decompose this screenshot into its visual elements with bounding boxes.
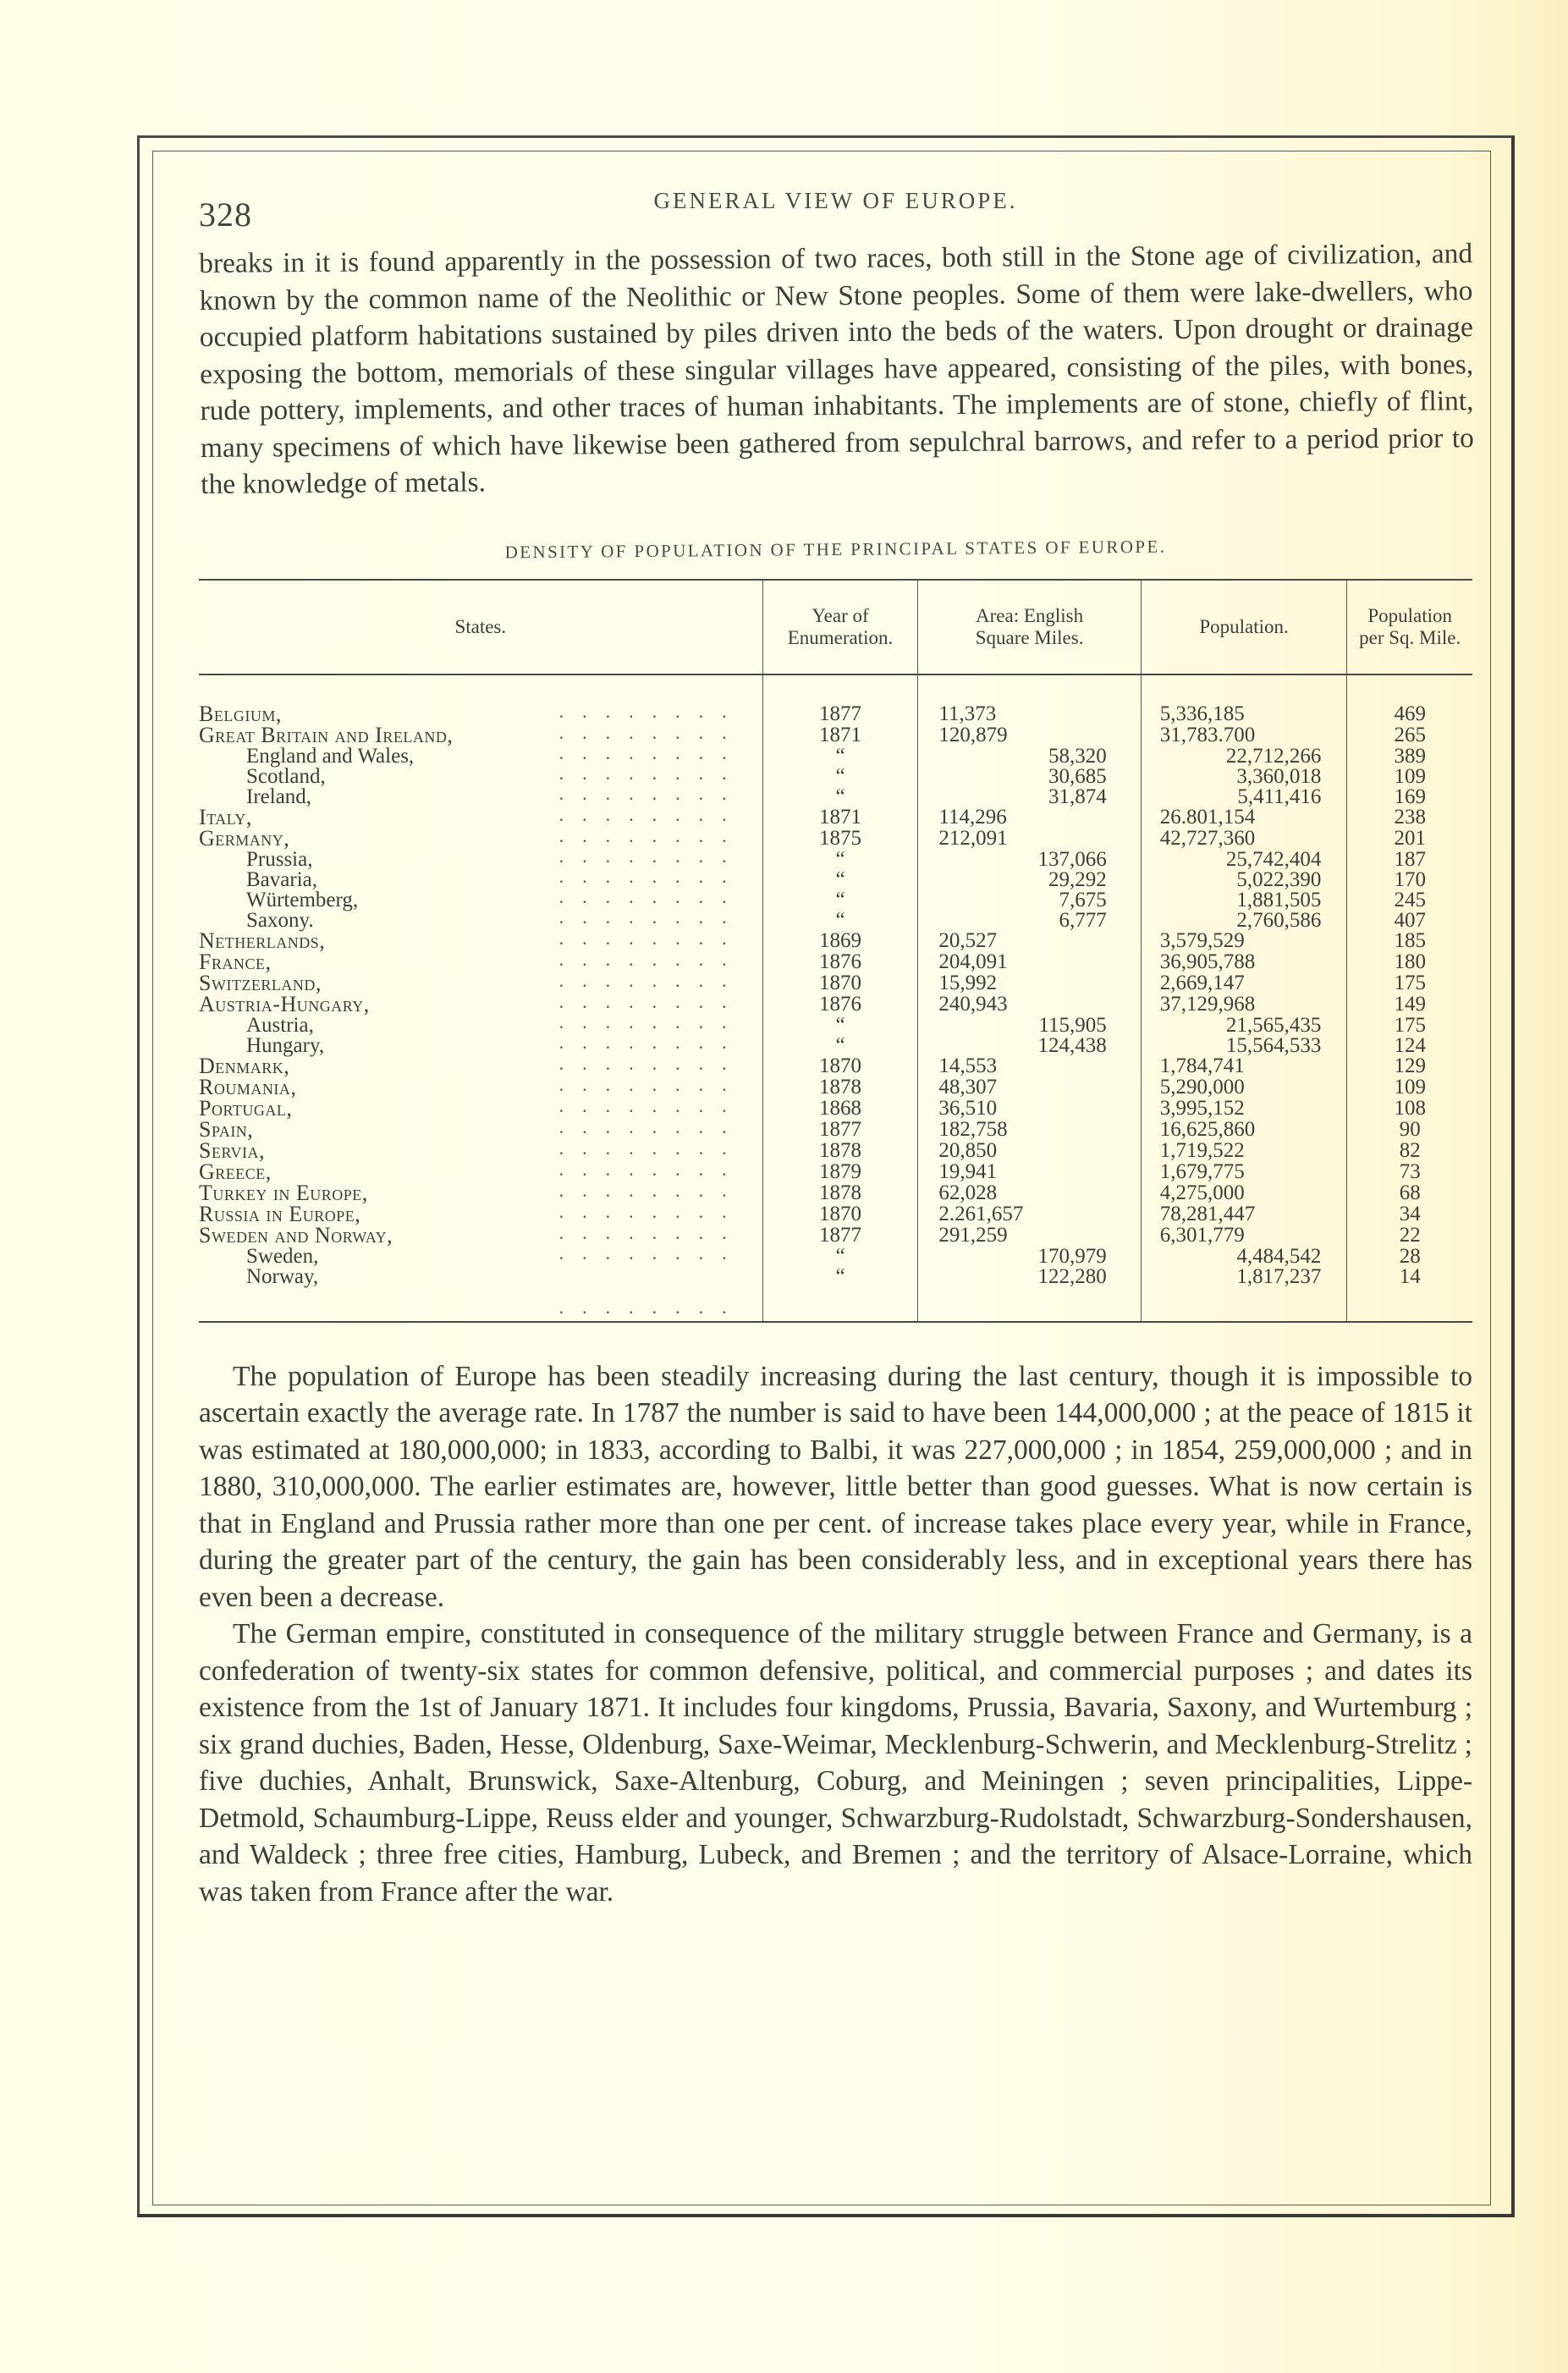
table-row: [199, 890, 1472, 911]
table-body: [199, 674, 1472, 1322]
column-header-states: States.: [199, 580, 762, 674]
year-cell: 1871: [762, 725, 918, 746]
area-cell: 137,066: [918, 850, 1141, 870]
column-header-density: Population per Sq. Mile.: [1347, 580, 1472, 674]
year-cell: “: [762, 746, 918, 767]
year-cell: 1876: [762, 952, 918, 973]
area-cell: 182,758: [918, 1120, 1141, 1141]
area-cell: 124,438: [918, 1036, 1141, 1056]
year-cell: 1879: [762, 1162, 918, 1183]
density-cell: 22: [1347, 1225, 1472, 1247]
state-name: Netherlands,: [199, 928, 326, 953]
state-name: Russia in Europe,: [199, 1201, 361, 1226]
density-table: [199, 579, 1472, 1323]
intro-paragraph: breaks in it is found apparently in the possession of two races, both still in the Stone age of civilization, and known by the common name of the Neolithic or New Stone peoples. Some of them were lake-dwellers, who occupied platform habitations sustained by piles driven into the beds of the waters. Upon drought or drainage exposing the bottom, memorials of these singular villages have appeared, consisting of the piles, with bones, rude pottery, implements, and other traces of human inhabitants. The implements are of stone, chiefly of flint, many specimens of which have likewise been gathered from sepulchral barrows, and refer to a period prior to the knowledge of metals.: [199, 238, 1474, 500]
dot-leaders: ........: [558, 741, 745, 763]
density-cell: 201: [1347, 829, 1472, 850]
population-cell: 6,301,779: [1141, 1225, 1347, 1247]
population-cell: 25,742,404: [1141, 850, 1347, 870]
column-header-year: Year of Enumeration.: [762, 580, 918, 674]
area-cell: 204,091: [918, 952, 1141, 973]
table-row: [199, 1120, 1472, 1141]
state-name: England and Wales,: [246, 744, 415, 768]
state-name: Switzerland,: [199, 970, 322, 995]
table-header-row: [199, 580, 1472, 674]
state-name: Spain,: [199, 1116, 254, 1142]
area-cell: 240,943: [918, 994, 1141, 1016]
table-row: [199, 870, 1472, 890]
dot-leaders: ........: [558, 1094, 745, 1116]
state-name: Italy,: [199, 804, 252, 829]
table-row: [199, 1267, 1472, 1322]
population-cell: 2,760,586: [1141, 911, 1347, 931]
dot-leaders: ........: [558, 1115, 745, 1137]
year-cell: 1878: [762, 1077, 918, 1098]
dot-leaders: ........: [558, 990, 745, 1012]
population-cell: 78,281,447: [1141, 1204, 1347, 1225]
state-name: Portugal,: [199, 1095, 293, 1120]
state-name: Würtemberg,: [246, 888, 359, 911]
population-cell: 3,360,018: [1141, 767, 1347, 787]
dot-leaders: ........: [558, 906, 745, 928]
table-row: [199, 787, 1472, 807]
year-cell: 1870: [762, 1056, 918, 1077]
year-cell: 1876: [762, 994, 918, 1016]
table-row: [199, 850, 1472, 870]
table-row: [199, 725, 1472, 746]
german-empire-paragraph: The German empire, constituted in consequence of the military struggle between France and Germany, is a confederation of twenty-six states for common defensive, political, and commercial purposes ; and dates its existence from the 1st of January 1871. It includes four kingdoms, Prussia, Bavaria, Saxony, and Wurtemburg ; six grand duchies, Baden, Hesse, Oldenburg, Saxe-Weimar, Mecklenburg-Schwerin, and Mecklenburg-Strelitz ; five duchies, Anhalt, Brunswick, Saxe-Altenburg, Coburg, and Meiningen ; seven principalities, Lippe-Detmold, Schaumburg-Lippe, Reuss elder and younger, Schwarzburg-Rudolstadt, Schwarzburg-Sondershausen, and Waldeck ; three free cities, Hamburg, Lubeck, and Bremen ; and the territory of Alsace-Lorraine, which was taken from France after the war.: [199, 1618, 1472, 1908]
state-name: Greece,: [199, 1159, 272, 1184]
population-cell: 1,881,505: [1141, 890, 1347, 911]
running-title: GENERAL VIEW OF EUROPE.: [653, 188, 1018, 213]
table-row: [199, 1225, 1472, 1247]
table-row: [199, 952, 1472, 973]
density-cell: 180: [1347, 952, 1472, 973]
population-cell: 16,625,860: [1141, 1120, 1347, 1141]
area-cell: 20,850: [918, 1141, 1141, 1162]
area-cell: 212,091: [918, 829, 1141, 850]
table-title: DENSITY OF POPULATION OF THE PRINCIPAL STATES OF EUROPE.: [504, 536, 1167, 562]
dot-leaders: ........: [558, 1296, 745, 1318]
state-name: Roumania,: [199, 1074, 297, 1099]
density-cell: 389: [1347, 746, 1472, 767]
state-name: Prussia,: [246, 847, 313, 871]
dot-leaders: ........: [558, 927, 745, 949]
population-cell: 2,669,147: [1141, 973, 1347, 994]
density-cell: 14: [1347, 1267, 1472, 1322]
population-cell: 5,022,390: [1141, 870, 1347, 890]
table-row: [199, 1162, 1472, 1183]
state-name: Germany,: [199, 825, 290, 851]
area-cell: 30,685: [918, 767, 1141, 787]
population-cell: 1,719,522: [1141, 1141, 1347, 1162]
dot-leaders: ........: [558, 803, 745, 825]
population-cell: 3,995,152: [1141, 1098, 1347, 1120]
dot-leaders: ........: [558, 845, 745, 867]
density-cell: 90: [1347, 1120, 1472, 1141]
area-cell: 6,777: [918, 911, 1141, 931]
population-cell: 15,564,533: [1141, 1036, 1347, 1056]
state-name: Belgium,: [199, 701, 282, 726]
area-cell: 291,259: [918, 1225, 1141, 1247]
state-name: Austria,: [246, 1013, 314, 1037]
population-cell: 4,484,542: [1141, 1247, 1347, 1267]
area-cell: 120,879: [918, 725, 1141, 746]
state-name: Saxony.: [246, 908, 314, 932]
state-name: Scotland,: [246, 764, 326, 788]
table-row: [199, 1204, 1472, 1225]
population-cell: 3,579,529: [1141, 931, 1347, 952]
year-cell: “: [762, 787, 918, 807]
population-cell: 1,784,741: [1141, 1056, 1347, 1077]
year-cell: “: [762, 850, 918, 870]
table-row: [199, 994, 1472, 1016]
state-name: Norway,: [246, 1264, 319, 1288]
population-cell: 42,727,360: [1141, 829, 1347, 850]
density-cell: 109: [1347, 1077, 1472, 1098]
area-cell: 7,675: [918, 890, 1141, 911]
population-cell: 37,129,968: [1141, 994, 1347, 1016]
density-cell: 28: [1347, 1247, 1472, 1267]
table-row: [199, 1077, 1472, 1098]
table-row: [199, 911, 1472, 931]
state-name: Great Britain and Ireland,: [199, 722, 454, 747]
density-cell: 73: [1347, 1162, 1472, 1183]
density-cell: 82: [1347, 1141, 1472, 1162]
dot-leaders: ........: [558, 948, 745, 970]
dot-leaders: ........: [558, 1052, 745, 1074]
population-cell: 4,275,000: [1141, 1183, 1347, 1204]
population-cell: 22,712,266: [1141, 746, 1347, 767]
dot-leaders: ........: [558, 782, 745, 804]
year-cell: 1878: [762, 1141, 918, 1162]
year-cell: 1877: [762, 674, 918, 725]
year-cell: 1870: [762, 973, 918, 994]
page-number: 328: [199, 195, 252, 234]
dot-leaders: ........: [558, 1200, 745, 1222]
year-cell: “: [762, 890, 918, 911]
area-cell: 29,292: [918, 870, 1141, 890]
table-row: [199, 1098, 1472, 1120]
state-name: Sweden and Norway,: [199, 1222, 393, 1247]
state-name: Sweden,: [246, 1244, 319, 1268]
density-cell: 170: [1347, 870, 1472, 890]
year-cell: 1871: [762, 807, 918, 829]
density-cell: 149: [1347, 994, 1472, 1016]
year-cell: “: [762, 1016, 918, 1036]
dot-leaders: ........: [558, 1221, 745, 1243]
density-cell: 238: [1347, 807, 1472, 829]
area-cell: 115,905: [918, 1016, 1141, 1036]
area-cell: 122,280: [918, 1267, 1141, 1322]
dot-leaders: ........: [558, 721, 745, 743]
dot-leaders: ........: [558, 865, 745, 887]
area-cell: 36,510: [918, 1098, 1141, 1120]
density-cell: 469: [1347, 674, 1472, 725]
dot-leaders: ........: [558, 700, 745, 722]
table-row: [199, 746, 1472, 767]
area-cell: 14,553: [918, 1056, 1141, 1077]
area-cell: 62,028: [918, 1183, 1141, 1204]
dot-leaders: ........: [558, 762, 745, 784]
table-row: [199, 973, 1472, 994]
state-cell: [199, 1242, 762, 1268]
dot-leaders: ........: [558, 1010, 745, 1032]
table-row: [199, 1141, 1472, 1162]
year-cell: 1877: [762, 1225, 918, 1247]
table-row: [199, 829, 1472, 850]
density-cell: 407: [1347, 911, 1472, 931]
dot-leaders: ........: [558, 1179, 745, 1201]
state-name: Servia,: [199, 1137, 266, 1163]
state-cell: [199, 1264, 762, 1322]
state-name: France,: [199, 949, 272, 974]
population-cell: 21,565,435: [1141, 1016, 1347, 1036]
population-cell: 5,411,416: [1141, 787, 1347, 807]
running-head: [199, 169, 1472, 234]
state-name: Austria-Hungary,: [199, 991, 370, 1016]
area-cell: 20,527: [918, 931, 1141, 952]
dot-leaders: ........: [558, 1137, 745, 1159]
dot-leaders: ........: [558, 1158, 745, 1180]
year-cell: 1877: [762, 1120, 918, 1141]
table-row: [199, 674, 1472, 725]
column-header-population: Population.: [1141, 580, 1347, 674]
area-cell: 31,874: [918, 787, 1141, 807]
year-cell: “: [762, 767, 918, 787]
year-cell: 1878: [762, 1183, 918, 1204]
density-cell: 68: [1347, 1183, 1472, 1204]
density-cell: 175: [1347, 973, 1472, 994]
area-cell: 2.261,657: [918, 1204, 1141, 1225]
year-cell: “: [762, 911, 918, 931]
density-cell: 187: [1347, 850, 1472, 870]
table-row: [199, 1016, 1472, 1036]
density-cell: 124: [1347, 1036, 1472, 1056]
dot-leaders: ........: [558, 1031, 745, 1053]
table-row: [199, 931, 1472, 952]
population-cell: 31,783.700: [1141, 725, 1347, 746]
dot-leaders: ........: [558, 824, 745, 846]
year-cell: “: [762, 1247, 918, 1267]
year-cell: “: [762, 870, 918, 890]
dot-leaders: ........: [558, 969, 745, 991]
year-cell: “: [762, 1267, 918, 1322]
year-cell: 1870: [762, 1204, 918, 1225]
density-cell: 175: [1347, 1016, 1472, 1036]
state-name: Denmark,: [199, 1053, 290, 1078]
population-cell: 1,817,237: [1141, 1267, 1347, 1322]
area-cell: 11,373: [918, 674, 1141, 725]
dot-leaders: ........: [558, 1242, 745, 1264]
state-name: Bavaria,: [246, 867, 317, 891]
year-cell: “: [762, 1036, 918, 1056]
density-cell: 108: [1347, 1098, 1472, 1120]
population-cell: 5,290,000: [1141, 1077, 1347, 1098]
table-row: [199, 807, 1472, 829]
year-cell: 1868: [762, 1098, 918, 1120]
area-cell: 15,992: [918, 973, 1141, 994]
table-row: [199, 1036, 1472, 1056]
year-cell: 1869: [762, 931, 918, 952]
population-growth-paragraph: The population of Europe has been steadily increasing during the last century, though it is impossible to ascertain exactly the average rate. In 1787 the number is said to have been 144,000,000 ; at the peace of 1815 it was estimated at 180,000,000; in 1833, according to Balbi, it was 227,000,000 ; in 1854, 259,000,000 ; and in 1880, 310,000,000. The earlier estimates are, however, little better than good guesses. What is now certain is that in England and Prussia rather more than one per cent. of increase takes place every year, while in France, during the greater part of the century, the gain has been considerably less, and in exceptional years there has even been a decrease.: [199, 1360, 1472, 1613]
population-cell: 1,679,775: [1141, 1162, 1347, 1183]
state-name: Hungary,: [246, 1033, 325, 1057]
population-cell: 26.801,154: [1141, 807, 1347, 829]
table-row: [199, 1247, 1472, 1267]
density-cell: 265: [1347, 725, 1472, 746]
population-cell: 5,336,185: [1141, 674, 1347, 725]
table-row: [199, 767, 1472, 787]
density-cell: 129: [1347, 1056, 1472, 1077]
table-row: [199, 1183, 1472, 1204]
state-cell: [199, 674, 762, 725]
area-cell: 48,307: [918, 1077, 1141, 1098]
density-cell: 185: [1347, 931, 1472, 952]
density-table-container: [199, 579, 1472, 1323]
density-cell: 169: [1347, 787, 1472, 807]
body-text: [199, 1358, 1472, 1911]
table-row: [199, 1056, 1472, 1077]
density-cell: 245: [1347, 890, 1472, 911]
dot-leaders: ........: [558, 1073, 745, 1095]
column-header-area: Area: English Square Miles.: [918, 580, 1141, 674]
year-cell: 1875: [762, 829, 918, 850]
area-cell: 114,296: [918, 807, 1141, 829]
book-page: [199, 169, 1472, 1910]
density-cell: 109: [1347, 767, 1472, 787]
density-cell: 34: [1347, 1204, 1472, 1225]
state-name: Ireland,: [246, 785, 312, 808]
population-cell: 36,905,788: [1141, 952, 1347, 973]
area-cell: 58,320: [918, 746, 1141, 767]
state-name: Turkey in Europe,: [199, 1180, 368, 1205]
area-cell: 19,941: [918, 1162, 1141, 1183]
area-cell: 170,979: [918, 1247, 1141, 1267]
dot-leaders: ........: [558, 885, 745, 907]
